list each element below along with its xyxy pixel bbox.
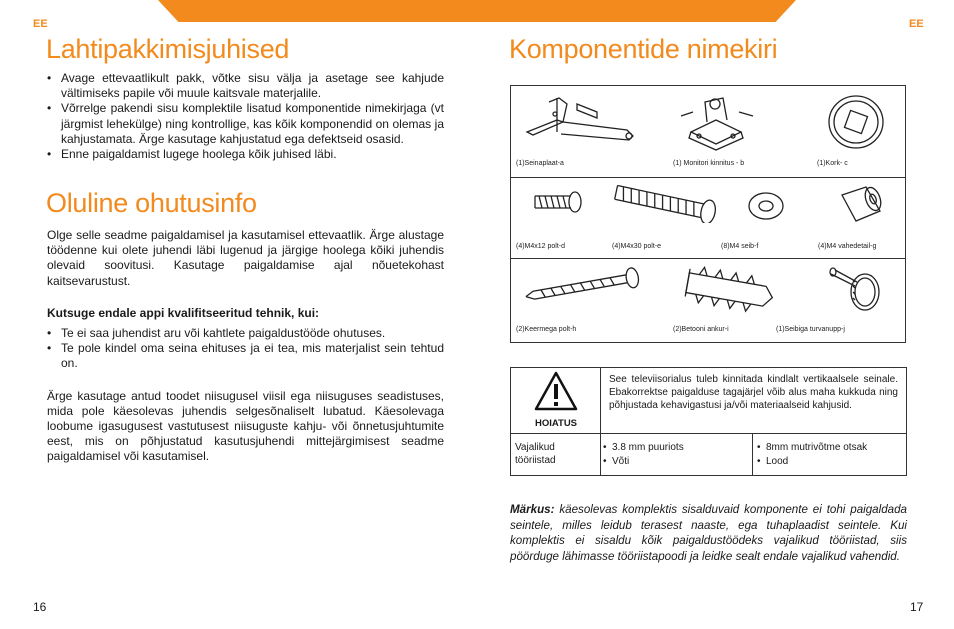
cap-image (825, 92, 887, 152)
tools-list (603, 441, 750, 469)
warning-icon-cell (511, 368, 601, 434)
m4x12-bolt-image (531, 187, 586, 217)
concrete-anchor-image (679, 266, 779, 314)
warning-triangle-icon (533, 370, 579, 412)
components-title: Komponentide nimekiri (509, 34, 778, 64)
m4-spacer-image (836, 183, 886, 227)
unpacking-list (47, 71, 444, 162)
component-caption: (1) Monitori kinnitus - b (673, 160, 745, 167)
list-item: • Enne paigaldamist lugege hoolega kõik juhised läbi. (47, 147, 444, 162)
components-row (511, 258, 905, 344)
wall-plate-image (517, 92, 647, 147)
warning-table (510, 367, 907, 476)
note-paragraph (510, 502, 907, 564)
note-label: Märkus: (510, 503, 555, 516)
component-caption: (1)Kork- c (817, 160, 848, 167)
threaded-bolt-image (521, 266, 651, 306)
list-item: • Võti (603, 455, 750, 469)
tools-list (757, 441, 904, 469)
component-caption: (4)M4x30 polt-e (612, 243, 662, 250)
list-item: • 3.8 mm puuriots (603, 441, 750, 455)
language-code-right: EE (909, 18, 924, 30)
note-text: käesolevas komplektis sisalduvaid komponente ei tohi paigaldada seintele, milles leidub terasest naaste, ega tuhaplaadist seintele. Kui komplektis ei sisaldu kõik paigaldustöödeks vajalikud tööriistad, siis pöörduge lähimasse tööriistapoodi ja leidke sealt endale vajalikud vahendid. (510, 503, 907, 563)
monitor-mount-image (671, 92, 761, 152)
list-item: • Võrrelge pakendi sisu komplektile lisatud komponentide nimekirjaga (vt järgmist lehekülge) ning kontrollige, kas kõik komponendid on olemas ja kahjustamata. Ärge kasutage kahjustatud ega defektseid osasid. (47, 101, 444, 147)
warning-text: See televiisorialus tuleb kinnitada kindlalt vertikaalsele seinale. Ebakorrektse paigalduse tagajärjel võib alus maha kukkuda ning põhjustada kehavigastusi ja/või materiaalseid kahjusid. (601, 368, 906, 434)
component-caption: (1)Seinaplaat-a (516, 160, 564, 167)
list-item: • Te ei saa juhendist aru või kahtlete paigaldustööde ohutuses. (47, 326, 444, 341)
top-accent-bar (158, 0, 796, 22)
component-caption: (2)Keermega polt-h (516, 326, 577, 333)
m4-washer-image (746, 189, 786, 223)
component-caption: (4)M4x12 polt-d (516, 243, 566, 250)
m4x30-bolt-image (609, 183, 724, 223)
disclaimer-paragraph: Ärge kasutage antud toodet niisugusel viisil ega niisuguses seadistuses, mida pole käesolevas juhendis selgesõnaliselt lubatud. Käesolevaga loobume igasugusest vastutusest niisuguste kahju- või õnnetusjuhtumite eest, mis on põhjustatud kasutusjuhendi mittejärgimisest seadme paigaldamisel või kasutamisel. (47, 388, 444, 464)
unpacking-section (47, 71, 444, 162)
components-row (511, 177, 905, 259)
component-caption: (8)M4 seib-f (721, 243, 759, 250)
technician-list (47, 326, 444, 372)
safety-title: Oluline ohutusinfo (46, 188, 257, 218)
security-knob-image (827, 264, 887, 314)
tools-column-2 (753, 434, 906, 476)
safety-section (47, 228, 444, 465)
tools-label: Vajalikud tööriistad (511, 434, 601, 476)
components-row (511, 86, 905, 178)
safety-paragraph: Olge selle seadme paigaldamisel ja kasutamisel ettevaatlik. Ärge alustage töödenne kui olete juhendi läbi lugenud ja järgige hoolega kõiki juhendis olevaid soovitusi. Kasutage paigaldamise ajal nõuetekohast kaitsevarustust. (47, 228, 444, 288)
component-caption: (1)Seibiga turvanupp-j (776, 326, 845, 333)
page-number-left: 16 (33, 600, 47, 614)
components-table (510, 85, 906, 343)
technician-subheading: Kutsuge endale appi kvalifitseeritud tehnik, kui: (47, 305, 320, 320)
warning-label: HOIATUS (534, 418, 578, 429)
list-item: • Avage ettevaatlikult pakk, võtke sisu välja ja asetage see kahjude vältimiseks papile või muule kaitsvale materjalile. (47, 71, 444, 101)
unpacking-title: Lahtipakkimisjuhised (46, 34, 290, 64)
tools-column-1 (601, 434, 753, 476)
component-caption: (4)M4 vahedetail-g (818, 243, 877, 250)
list-item: • 8mm mutrivõtme otsak (757, 441, 904, 455)
list-item: • Lood (757, 455, 904, 469)
page-number-right: 17 (910, 600, 924, 614)
language-code-left: EE (33, 18, 48, 30)
component-caption: (2)Betooni ankur-i (673, 326, 729, 333)
list-item: • Te pole kindel oma seina ehituses ja ei tea, mis materjalist sein tehtud on. (47, 341, 444, 371)
